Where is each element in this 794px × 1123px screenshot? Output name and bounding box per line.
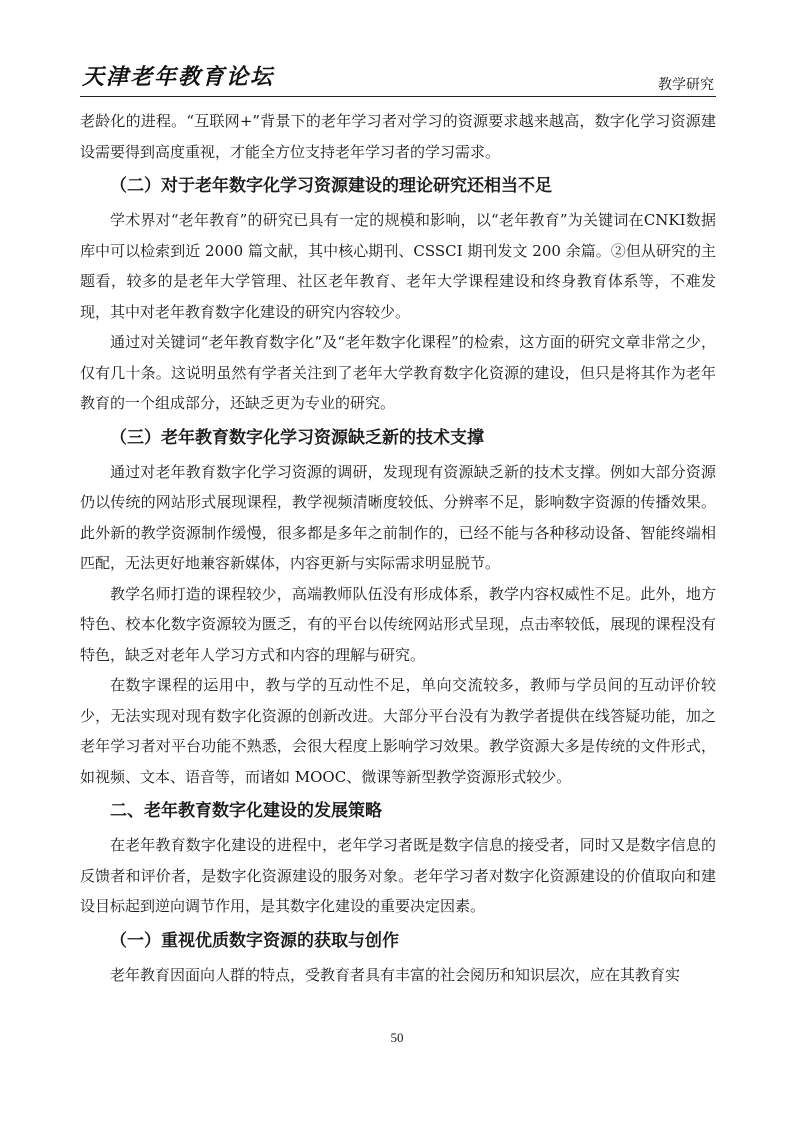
section-heading: （二）对于老年数字化学习资源建设的理论研究还相当不足	[110, 176, 552, 196]
journal-logo: 天津老年教育论坛	[82, 64, 275, 90]
paragraph: 教学名师打造的课程较少，高端教师队伍没有形成体系，教学内容权威性不足。此外，地方特色、校本化数字资源较为匮乏，有的平台以传统网站形式呈现，点击率较低，展现的课程没有特色，缺乏对老年人学习方式和内容的理解与研究。	[80, 584, 716, 664]
paragraph: 老龄化的进程。“互联网+”背景下的老年学习者对学习的资源要求越来越高，数字化学习资源建设需要得到高度重视，才能全方位支持老年学习者的学习需求。	[80, 112, 716, 161]
section-label: 教学研究	[658, 77, 714, 93]
section-heading: （一）重视优质数字资源的获取与创作	[110, 930, 399, 951]
article-body	[80, 106, 716, 990]
page-number: 50	[390, 1030, 404, 1045]
paragraph: 在老年教育数字化建设的进程中，老年学习者既是数字信息的接受者，同时又是数字信息的反馈者和评价者，是数字化资源建设的服务对象。老年学习者对数字化资源建设的价值取向和建设目标起到逆向调节作用，是其数字化建设的重要决定因素。	[80, 836, 716, 915]
page-header	[80, 56, 716, 96]
section-heading: （三）老年教育数字化学习资源缺乏新的技术支撑	[110, 427, 484, 448]
paragraph: 老年教育因面向人群的特点，受教育者具有丰富的社会阅历和知识层次，应在其教育实	[110, 965, 681, 984]
paragraph: 通过对关键词“老年教育数字化”及“老年数字化课程”的检索，这方面的研究文章非常之少，仅有几十条。这说明虽然有学者关注到了老年大学教育数字化资源的建设，但只是将其作为老年教育的一个组成部分，还缺乏更为专业的研究。	[80, 333, 716, 412]
section-heading: 二、老年教育数字化建设的发展策略	[110, 801, 382, 821]
paragraph: 在数字课程的运用中，教与学的互动性不足，单向交流较多，教师与学员间的互动评价较少，无法实现对现有数字化资源的创新改进。大部分平台没有为教学者提供在线答疑功能，加之老年学习者对平台功能不熟悉，会很大程度上影响学习效果。教学资源大多是传统的文件形式，如视频、文本、语音等，而诸如 MOOC、微课等新型教学资源形式较少。	[80, 676, 716, 786]
paragraph: 学术界对“老年教育”的研究已具有一定的规模和影响，以“老年教育”为关键词在CNKI数据库中可以检索到近 2000 篇文献，其中核心期刊、CSSCI 期刊发文 200 余篇。②但从研究的主题看，较多的是老年大学管理、社区老年教育、老年大学课程建设和终身教育体系等，不难发现，其中对老年教育数字化建设的研究内容较少。	[80, 211, 716, 321]
paragraph: 通过对老年教育数字化学习资源的调研，发现现有资源缺乏新的技术支撑。例如大部分资源仍以传统的网站形式展现课程，教学视频清晰度较低、分辨率不足，影响数字资源的传播效果。此外新的教学资源制作缓慢，很多都是多年之前制作的，已经不能与各种移动设备、智能终端相匹配，无法更好地兼容新媒体，内容更新与实际需求明显脱节。	[80, 462, 716, 572]
header-rule	[80, 96, 716, 97]
